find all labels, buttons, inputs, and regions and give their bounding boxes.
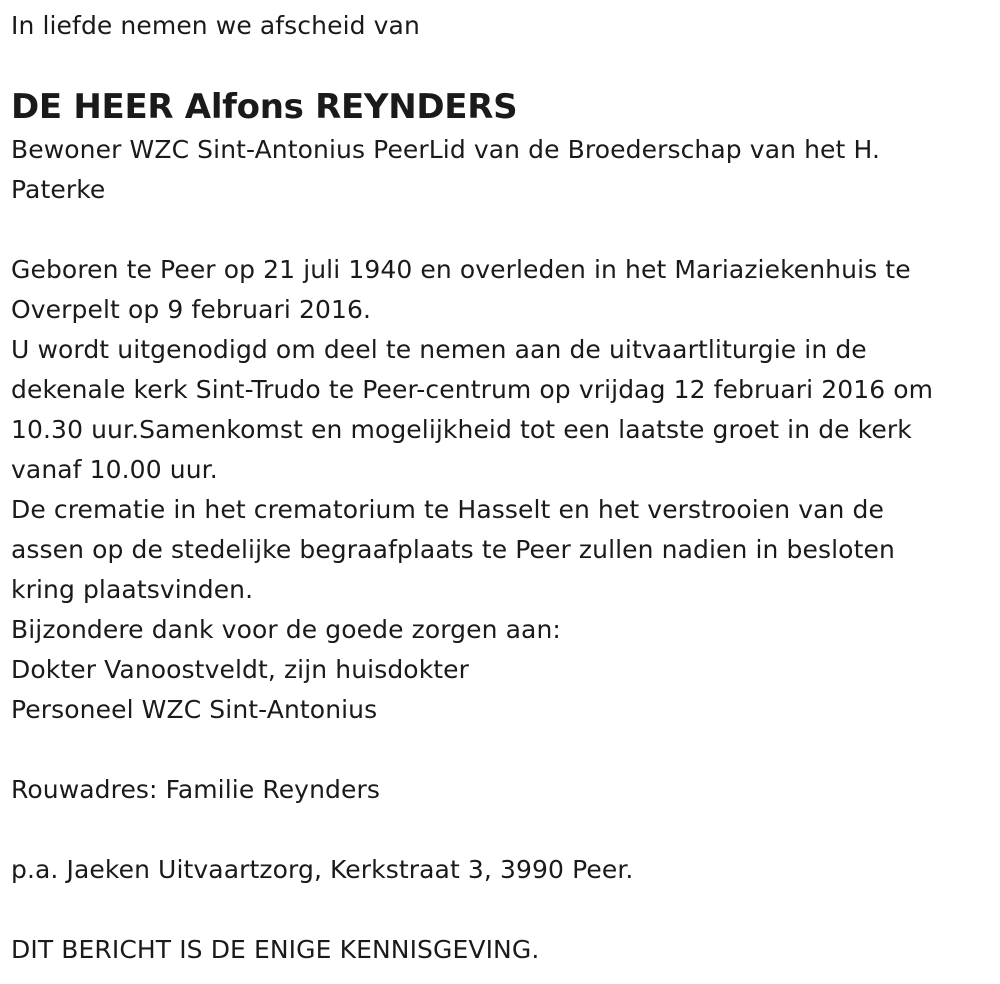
subtitle-line: Paterke	[11, 175, 106, 204]
paragraph-line: Geboren te Peer op 21 juli 1940 en overleden in het Mariaziekenhuis te	[11, 255, 911, 284]
thanks-paragraph	[11, 610, 992, 730]
care-address-line: p.a. Jaeken Uitvaartzorg, Kerkstraat 3, 3990 Peer.	[11, 855, 634, 884]
spacer	[11, 890, 992, 930]
subtitle	[11, 130, 992, 210]
closing-line: DIT BERICHT IS DE ENIGE KENNISGEVING.	[11, 935, 540, 964]
spacer	[11, 210, 992, 250]
paragraph-line: vanaf 10.00 uur.	[11, 455, 218, 484]
subtitle-line: Bewoner WZC Sint-Antonius PeerLid van de Broederschap van het H.	[11, 135, 880, 164]
paragraph-line: De crematie in het crematorium te Hasselt en het verstrooien van de	[11, 495, 884, 524]
paragraph-line: 10.30 uur.Samenkomst en mogelijkheid tot een laatste groet in de kerk	[11, 415, 912, 444]
care-address	[11, 850, 992, 890]
birth-death-paragraph	[11, 250, 992, 330]
mourning-address-line: Rouwadres: Familie Reynders	[11, 775, 380, 804]
paragraph-line: Bijzondere dank voor de goede zorgen aan:	[11, 615, 561, 644]
paragraph-line: assen op de stedelijke begraafplaats te Peer zullen nadien in besloten	[11, 535, 895, 564]
intro-text: In liefde nemen we afscheid van	[11, 11, 420, 40]
closing-statement	[11, 930, 992, 970]
funeral-paragraph	[11, 330, 992, 490]
paragraph-line: dekenale kerk Sint-Trudo te Peer-centrum op vrijdag 12 februari 2016 om	[11, 375, 934, 404]
paragraph-line: U wordt uitgenodigd om deel te nemen aan de uitvaartliturgie in de	[11, 335, 867, 364]
paragraph-line: Dokter Vanoostveldt, zijn huisdokter	[11, 655, 470, 684]
deceased-name: DE HEER Alfons REYNDERS	[11, 87, 518, 127]
paragraph-line: Personeel WZC Sint-Antonius	[11, 695, 378, 724]
paragraph-line: Overpelt op 9 februari 2016.	[11, 295, 372, 324]
cremation-paragraph	[11, 490, 992, 610]
spacer	[11, 730, 992, 770]
mourning-address	[11, 770, 992, 810]
paragraph-line: kring plaatsvinden.	[11, 575, 254, 604]
spacer	[11, 810, 992, 850]
